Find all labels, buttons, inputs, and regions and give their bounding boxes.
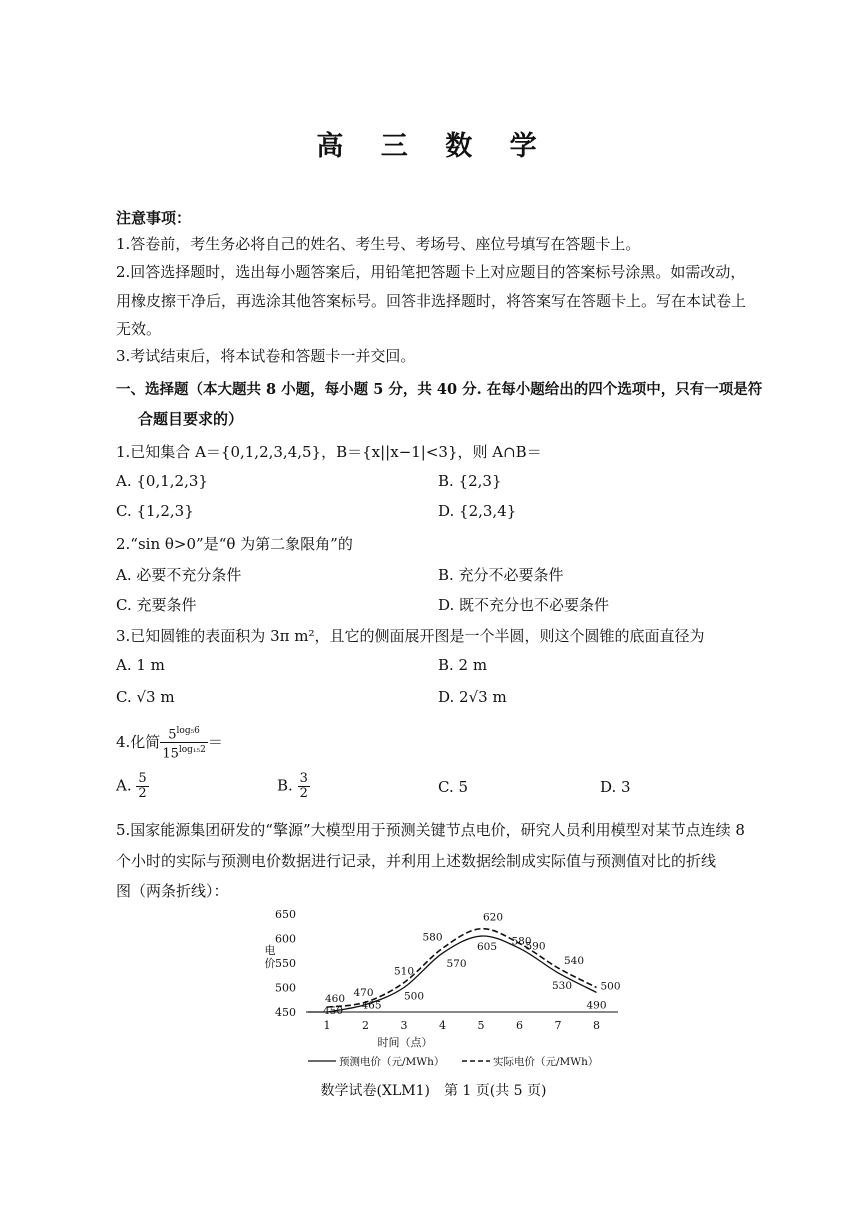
- x-tick-label: 4: [439, 1019, 446, 1032]
- data-label-actual: 510: [393, 965, 415, 978]
- q4-denominator-exponent: log₁₅2: [178, 745, 206, 756]
- data-label-actual: 590: [525, 940, 546, 953]
- x-tick-label: 6: [516, 1019, 523, 1032]
- x-axis-label: 时间（点）: [377, 1036, 433, 1049]
- data-label-actual: 540: [563, 954, 585, 967]
- q2-option-d: D. 既不充分也不必要条件: [438, 596, 610, 614]
- q4-stem-suffix: ＝: [207, 732, 223, 751]
- q3-option-b: B. 2 m: [438, 656, 488, 674]
- note-item: 用橡皮擦干净后，再选涂其他答案标号。回答非选择题时，将答案写在答题卡上。写在本试卷上: [116, 292, 747, 310]
- q2-option-c: C. 充要条件: [116, 596, 197, 614]
- x-tick-label: 1: [323, 1019, 331, 1032]
- q4-stem-prefix: 4.化简: [116, 732, 161, 751]
- data-label-actual: 500: [600, 980, 621, 993]
- data-label-predicted: 465: [361, 999, 382, 1012]
- q4-option-a-numerator: 5: [138, 771, 147, 786]
- q4-option-a-label: A.: [116, 776, 132, 795]
- x-tick-label: 8: [593, 1019, 600, 1032]
- notes-heading: 注意事项：: [116, 209, 192, 227]
- q4-option-c: C. 5: [438, 778, 469, 796]
- q4-stem: [116, 724, 223, 762]
- q3-option-a: A. 1 m: [116, 656, 165, 674]
- y-tick-label: 500: [275, 981, 296, 995]
- y-tick-label: 450: [275, 1006, 296, 1019]
- q4-option-b-numerator: 3: [299, 771, 308, 786]
- data-label-predicted: 580: [511, 935, 532, 948]
- legend-predicted-label: 预测电价（元/MWh）: [339, 1056, 445, 1068]
- q1-option-d: D. {2,3,4}: [438, 502, 517, 520]
- data-label-predicted: 530: [551, 979, 573, 992]
- note-item: 1.答卷前，考生务必将自己的姓名、考生号、考场号、座位号填写在答题卡上。: [116, 235, 641, 253]
- data-label-actual: 620: [482, 911, 504, 924]
- note-item: 无效。: [116, 320, 162, 338]
- y-tick-label: 600: [275, 932, 296, 946]
- data-label-actual: 580: [422, 931, 443, 944]
- q4-fraction: [160, 724, 208, 762]
- q4-option-a-denominator: 2: [138, 786, 147, 801]
- data-label-predicted: 605: [476, 941, 498, 954]
- y-axis-label: 电: [264, 944, 276, 957]
- y-tick-label: 650: [275, 908, 296, 921]
- q4-numerator-exponent: log₅6: [176, 726, 200, 736]
- q4-option-a: [116, 772, 149, 801]
- q3-option-d: D. 2√3 m: [438, 688, 507, 706]
- x-tick-label: 2: [362, 1019, 369, 1032]
- data-label-actual: 460: [324, 993, 346, 1006]
- price-line-chart: [250, 902, 630, 1074]
- data-label-predicted: 570: [446, 958, 467, 971]
- q2-stem: 2.“sin θ>0”是“θ 为第二象限角”的: [116, 535, 353, 553]
- y-axis-label: 价: [264, 957, 276, 970]
- data-label-predicted: 500: [403, 990, 425, 1003]
- q2-option-b: B. 充分不必要条件: [438, 566, 564, 584]
- q5-stem-line: 5.国家能源集团研发的“擎源”大模型用于预测关键节点电价，研究人员利用模型对某节点连续 8: [116, 821, 745, 839]
- q3-option-c: C. √3 m: [116, 688, 175, 706]
- data-label-predicted: 450: [322, 1005, 344, 1017]
- q1-option-a: A. {0,1,2,3}: [116, 472, 208, 490]
- q4-denominator-base: 15: [162, 746, 179, 762]
- exam-title: 高 三 数 学: [316, 131, 551, 162]
- q5-stem-line: 图（两条折线）：: [116, 882, 229, 900]
- y-tick-label: 550: [275, 957, 296, 970]
- legend-actual-label: 实际电价（元/MWh）: [493, 1056, 599, 1068]
- q1-option-c: C. {1,2,3}: [116, 502, 194, 520]
- q4-option-b-denominator: 2: [299, 786, 308, 801]
- note-item: 3.考试结束后，将本试卷和答题卡一并交回。: [116, 347, 416, 365]
- x-tick-label: 5: [477, 1019, 485, 1032]
- note-item: 2.回答选择题时，选出每小题答案后，用铅笔把答题卡上对应题目的答案标号涂黑。如需改动，: [116, 263, 746, 281]
- q3-stem: 3.已知圆锥的表面积为 3π m²，且它的侧面展开图是一个半圆，则这个圆锥的底面直径为: [116, 627, 705, 645]
- q2-option-a: A. 必要不充分条件: [116, 566, 242, 584]
- q4-option-b-label: B.: [277, 776, 293, 795]
- data-label-actual: 470: [353, 987, 374, 1000]
- q1-option-b: B. {2,3}: [438, 472, 502, 490]
- q4-numerator-base: 5: [168, 727, 177, 743]
- page-footer: 数学试卷(XLM1) 第 1 页(共 5 页): [320, 1083, 547, 1099]
- q4-option-d: D. 3: [600, 778, 631, 796]
- x-tick-label: 3: [400, 1019, 408, 1032]
- data-label-predicted: 490: [586, 999, 607, 1012]
- section-heading-cont: 合题目要求的）: [138, 410, 244, 428]
- q5-stem-line: 个小时的实际与预测电价数据进行记录，并利用上述数据绘制成实际值与预测值对比的折线: [116, 852, 717, 870]
- q1-stem: 1.已知集合 A＝{0,1,2,3,4,5}，B＝{x||x−1|<3}，则 A∩B＝: [116, 443, 542, 461]
- section-heading: 一、选择题（本大题共 8 小题，每小题 5 分，共 40 分. 在每小题给出的四个选项中，只有一项是符: [116, 381, 763, 398]
- q4-option-b: [277, 772, 310, 801]
- x-tick-label: 7: [554, 1019, 562, 1032]
